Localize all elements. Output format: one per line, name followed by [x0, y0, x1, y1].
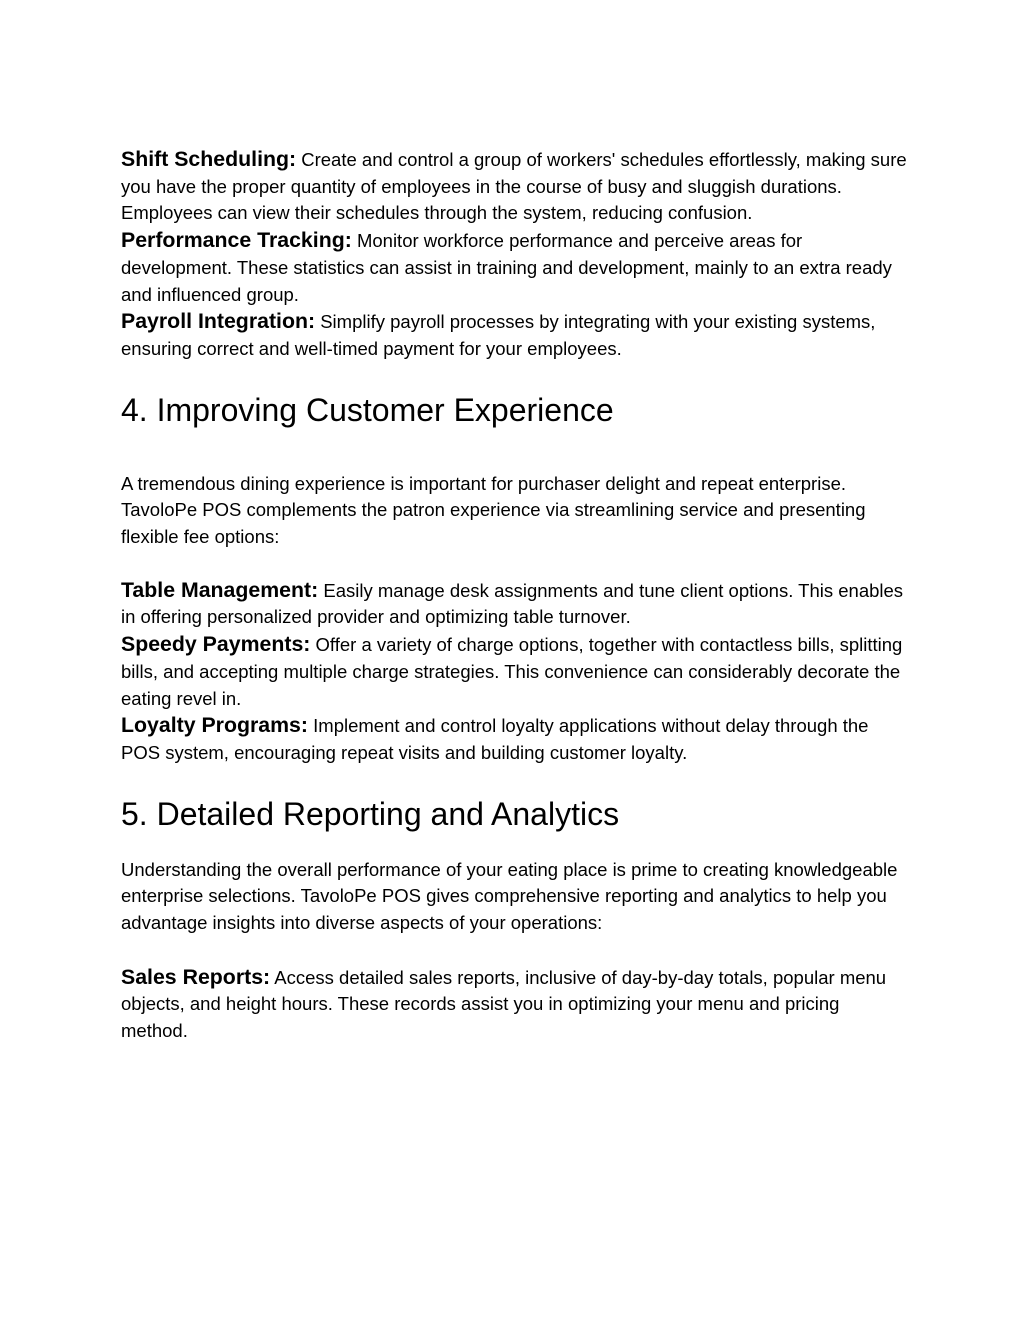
section-heading-reporting-analytics: 5. Detailed Reporting and Analytics — [121, 795, 620, 832]
feature-speedy-payments — [121, 631, 911, 712]
feature-term: Payroll Integration: — [121, 309, 316, 334]
feature-text: Create and control a group of workers' schedules effortlessly, making sure you have the proper quantity of employees in the course of busy and sluggish durations. Employees can view their schedules through the system, reducing confusion. — [121, 149, 907, 224]
feature-term: Table Management: — [121, 577, 319, 602]
feature-table-management — [121, 577, 911, 631]
feature-text: Simplify payroll processes by integrating with your existing systems, ensuring correct and well-timed payment for your employees. — [121, 311, 876, 359]
feature-sales-reports — [121, 964, 911, 1045]
feature-text: Easily manage desk assignments and tune client options. This enables in offering personalized provider and optimizing table turnover. — [121, 579, 904, 628]
feature-shift-scheduling — [121, 146, 911, 227]
feature-term: Loyalty Programs: — [121, 713, 308, 738]
feature-term: Sales Reports: — [121, 964, 271, 989]
feature-text: Offer a variety of charge options, together with contactless bills, splitting bills, and accepting multiple charge strategies. This convenience can considerably decorate the eating revel in. — [121, 634, 903, 709]
feature-payroll-integration — [121, 308, 911, 362]
section-intro-customer-experience: A tremendous dining experience is important for purchaser delight and repeat enterprise. TavoloPe POS complements the patron experience via streamlining service and presenting flexible fee options: — [121, 472, 866, 548]
feature-term: Performance Tracking: — [121, 228, 352, 253]
feature-performance-tracking — [121, 227, 911, 308]
feature-text: Implement and control loyalty applications without delay through the POS system, encouraging repeat visits and building customer loyalty. — [121, 715, 869, 763]
section-intro-reporting-analytics: Understanding the overall performance of your eating place is prime to creating knowledgeable enterprise selections. TavoloPe POS gives comprehensive reporting and analytics to help you advantage insights into diverse aspects of your operations: — [121, 858, 898, 934]
section-heading-customer-experience: 4. Improving Customer Experience — [121, 391, 614, 428]
feature-term: Shift Scheduling: — [121, 147, 297, 171]
feature-text: Monitor workforce performance and perceive areas for development. These statistics can assist in training and development, mainly to an extra ready and influenced group. — [121, 230, 892, 305]
feature-term: Speedy Payments: — [121, 632, 311, 657]
feature-text: Access detailed sales reports, inclusive of day-by-day totals, popular menu objects, and height hours. These records assist you in optimizing your menu and pricing method. — [121, 966, 887, 1042]
document-page — [121, 146, 911, 1045]
feature-loyalty-programs — [121, 712, 911, 766]
